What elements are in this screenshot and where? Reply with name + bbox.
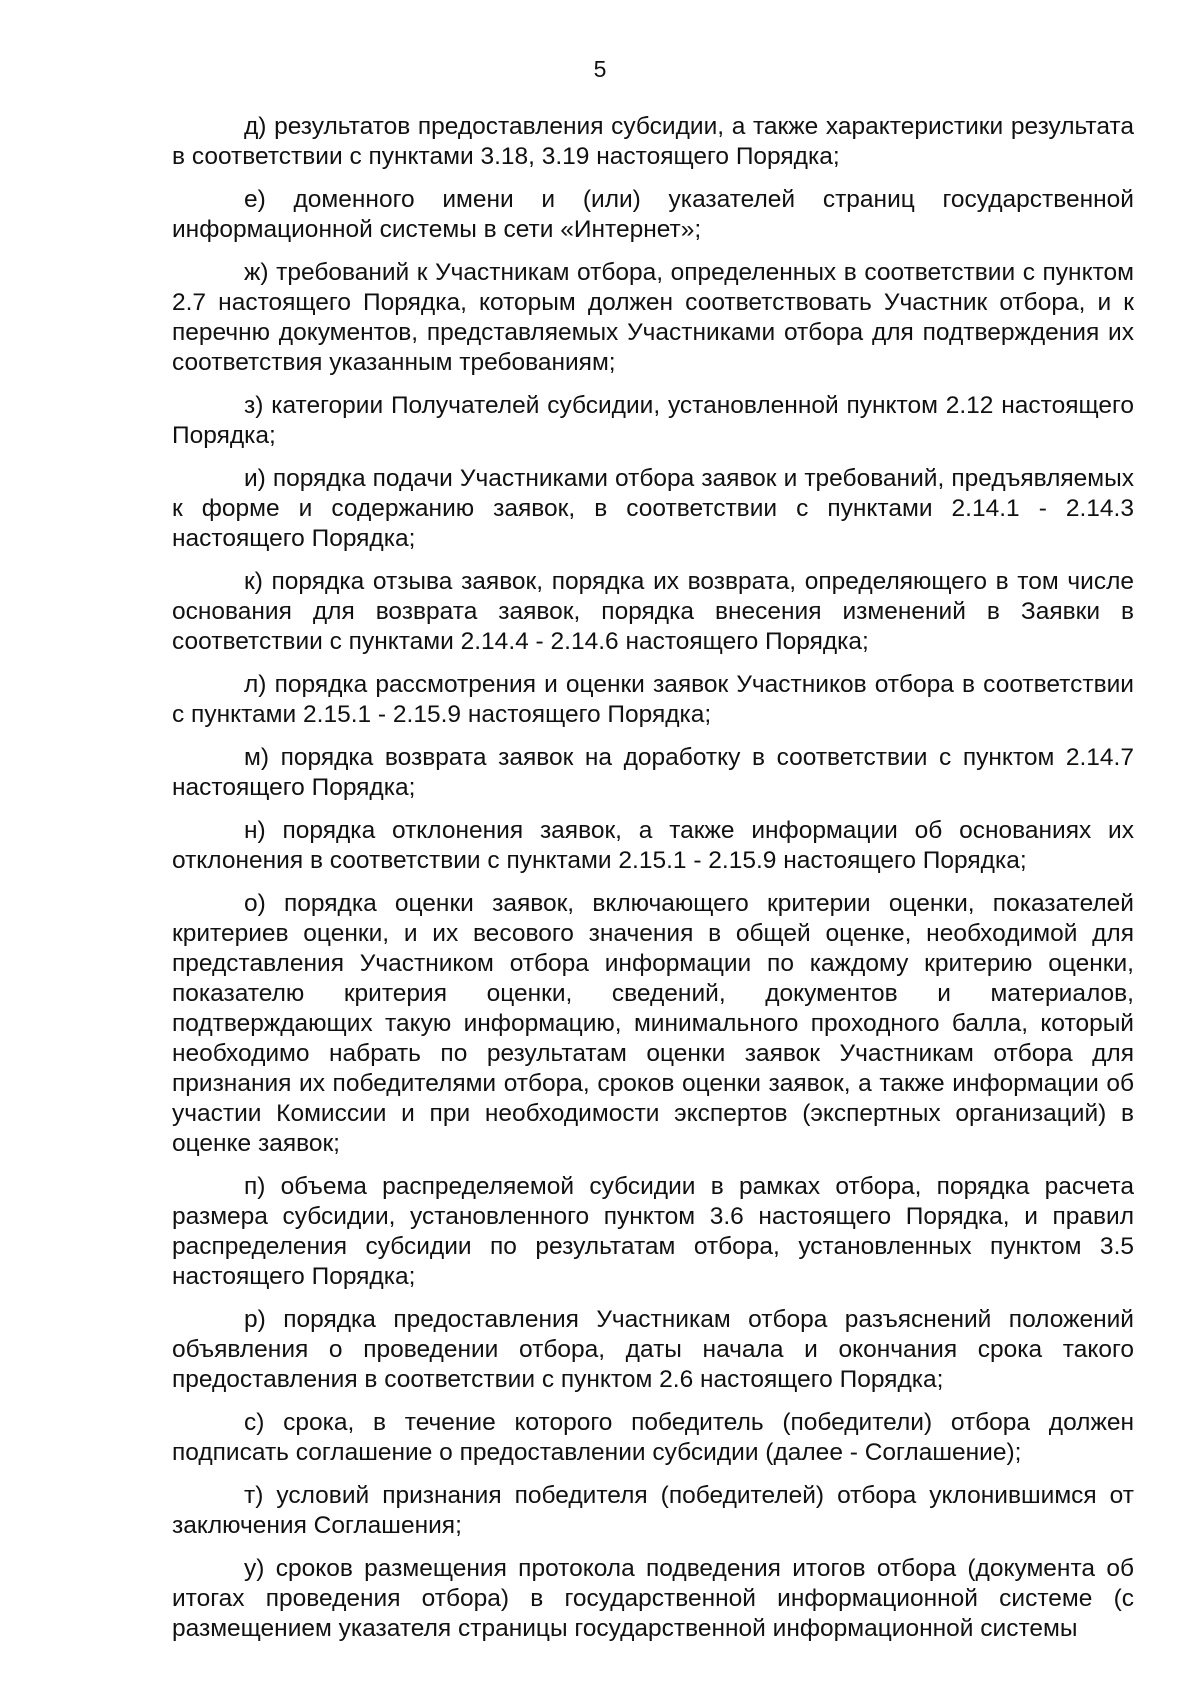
paragraph-t: т) условий признания победителя (победителей) отбора уклонившимся от заключения Соглашения; bbox=[172, 1482, 1134, 1539]
paragraph-r: р) порядка предоставления Участникам отбора разъяснений положений объявления о проведении отбора, даты начала и окончания срока такого предоставления в соответствии с пунктом 2.6 настоящего Порядка; bbox=[172, 1306, 1134, 1393]
paragraph-k: к) порядка отзыва заявок, порядка их возврата, определяющего в том числе основания для возврата заявок, порядка внесения изменений в Заявки в соответствии с пунктами 2.14.4 - 2.14.6 настоящего Порядка; bbox=[172, 568, 1134, 655]
paragraph-z: з) категории Получателей субсидии, установленной пунктом 2.12 настоящего Порядка; bbox=[172, 392, 1134, 449]
paragraph-m: м) порядка возврата заявок на доработку в соответствии с пунктом 2.14.7 настоящего Порядка; bbox=[172, 744, 1134, 801]
paragraph-e: е) доменного имени и (или) указателей страниц государственной информационной системы в сети «Интернет»; bbox=[172, 186, 1134, 243]
paragraph-n: н) порядка отклонения заявок, а также информации об основаниях их отклонения в соответствии с пунктами 2.15.1 - 2.15.9 настоящего Порядка; bbox=[172, 817, 1134, 874]
paragraph-p: п) объема распределяемой субсидии в рамках отбора, порядка расчета размера субсидии, установленного пунктом 3.6 настоящего Порядка, и правил распределения субсидии по результатам отбора, установленных пунктом 3.5 настоящего Порядка; bbox=[172, 1173, 1134, 1290]
page-number: 5 bbox=[593, 56, 607, 82]
paragraph-d: д) результатов предоставления субсидии, а также характеристики результата в соответствии с пунктами 3.18, 3.19 настоящего Порядка; bbox=[172, 113, 1134, 170]
paragraph-zh: ж) требований к Участникам отбора, определенных в соответствии с пунктом 2.7 настоящего Порядка, которым должен соответствовать Участник отбора, и к перечню документов, представляемых Участниками отбора для подтверждения их соответствия указанным требованиям; bbox=[172, 259, 1134, 376]
paragraph-i: и) порядка подачи Участниками отбора заявок и требований, предъявляемых к форме и содержанию заявок, в соответствии с пунктами 2.14.1 - 2.14.3 настоящего Порядка; bbox=[172, 465, 1134, 552]
paragraph-u: у) сроков размещения протокола подведения итогов отбора (документа об итогах проведения отбора) в государственной информационной системе (с размещением указателя страницы государственной информационной системы bbox=[172, 1555, 1134, 1642]
paragraph-l: л) порядка рассмотрения и оценки заявок Участников отбора в соответствии с пунктами 2.15.1 - 2.15.9 настоящего Порядка; bbox=[172, 671, 1134, 728]
paragraph-s: с) срока, в течение которого победитель (победители) отбора должен подписать соглашение о предоставлении субсидии (далее - Соглашение); bbox=[172, 1409, 1134, 1466]
document-body bbox=[172, 112, 1134, 1657]
paragraph-o: о) порядка оценки заявок, включающего критерии оценки, показателей критериев оценки, и их весового значения в общей оценке, необходимой для представления Участником отбора информации по каждому критерию оценки, показателю критерия оценки, сведений, документов и материалов, подтверждающих такую информацию, минимального проходного балла, который необходимо набрать по результатам оценки заявок Участникам отбора для признания их победителями отбора, сроков оценки заявок, а также информации об участии Комиссии и при необходимости экспертов (экспертных организаций) в оценке заявок; bbox=[172, 890, 1134, 1157]
